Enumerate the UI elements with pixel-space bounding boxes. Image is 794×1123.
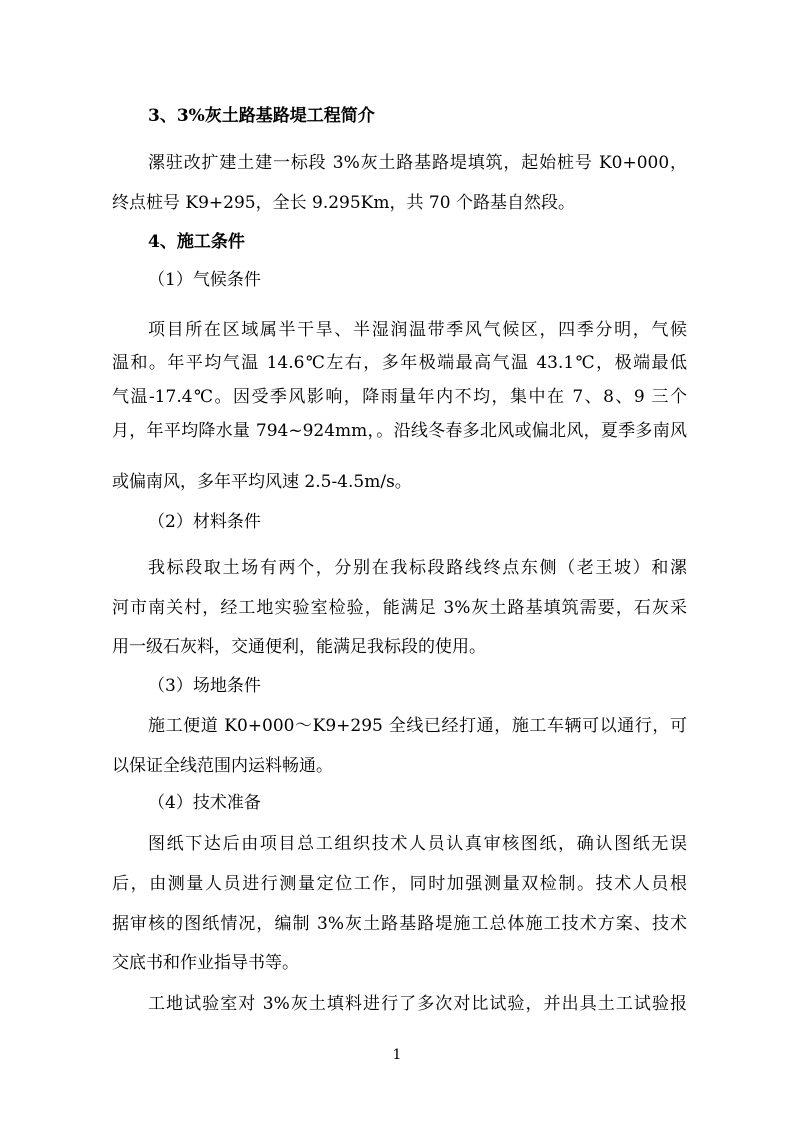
site-line-1: 施工便道 K0+000～K9+295 全线已经打通，施工车辆可以通行，可 bbox=[148, 716, 687, 736]
section-3-heading: 3、3%灰土路基路堤工程简介 bbox=[148, 106, 375, 126]
climate-line-3: 气温-17.4℃。因受季风影响，降雨量年内不均，集中在 7、8、9 三个 bbox=[112, 387, 687, 407]
site-line-2: 以保证全线范围内运料畅通。 bbox=[112, 756, 333, 776]
section-3-line-2: 终点桩号 K9+295，全长 9.295Km，共 70 个路基自然段。 bbox=[112, 193, 575, 213]
material-line-1: 我标段取土场有两个，分别在我标段路线终点东侧（老王坡）和漯 bbox=[148, 558, 687, 578]
technical-line-3: 据审核的图纸情况，编制 3%灰土路基路堤施工总体施工技术方案、技术 bbox=[112, 914, 687, 934]
material-line-2: 河市南关村，经工地实验室检验，能满足 3%灰土路基填筑需要，石灰采 bbox=[112, 598, 687, 618]
climate-line-4: 月，年平均降水量 794~924mm，。沿线冬春多北风或偏北风，夏季多南风 bbox=[112, 421, 687, 441]
page-number: 1 bbox=[392, 1047, 402, 1063]
site-subheading: （3）场地条件 bbox=[148, 676, 261, 696]
material-subheading: （2）材料条件 bbox=[148, 512, 261, 532]
section-3-line-1: 漯驻改扩建土建一标段 3%灰土路基路堤填筑，起始桩号 K0+000， bbox=[148, 153, 687, 173]
climate-subheading: （1）气候条件 bbox=[148, 270, 261, 290]
technical-line-4: 交底书和作业指导书等。 bbox=[112, 953, 299, 973]
climate-line-2: 温和。年平均气温 14.6℃左右，多年极端最高气温 43.1℃，极端最低 bbox=[112, 353, 687, 373]
material-line-3: 用一级石灰料，交通便利，能满足我标段的使用。 bbox=[112, 637, 486, 657]
climate-line-5: 或偏南风，多年平均风速 2.5-4.5m/s。 bbox=[112, 472, 412, 492]
technical-line-1: 图纸下达后由项目总工组织技术人员认真审核图纸，确认图纸无误 bbox=[148, 834, 687, 854]
technical-line-2: 后，由测量人员进行测量定位工作，同时加强测量双检制。技术人员根 bbox=[112, 874, 687, 894]
technical-line-5: 工地试验室对 3%灰土填料进行了多次对比试验，并出具土工试验报 bbox=[148, 994, 687, 1014]
technical-subheading: （4）技术准备 bbox=[148, 793, 261, 813]
section-4-heading: 4、施工条件 bbox=[148, 232, 245, 252]
climate-line-1: 项目所在区域属半干旱、半湿润温带季风气候区，四季分明，气候 bbox=[148, 320, 687, 340]
